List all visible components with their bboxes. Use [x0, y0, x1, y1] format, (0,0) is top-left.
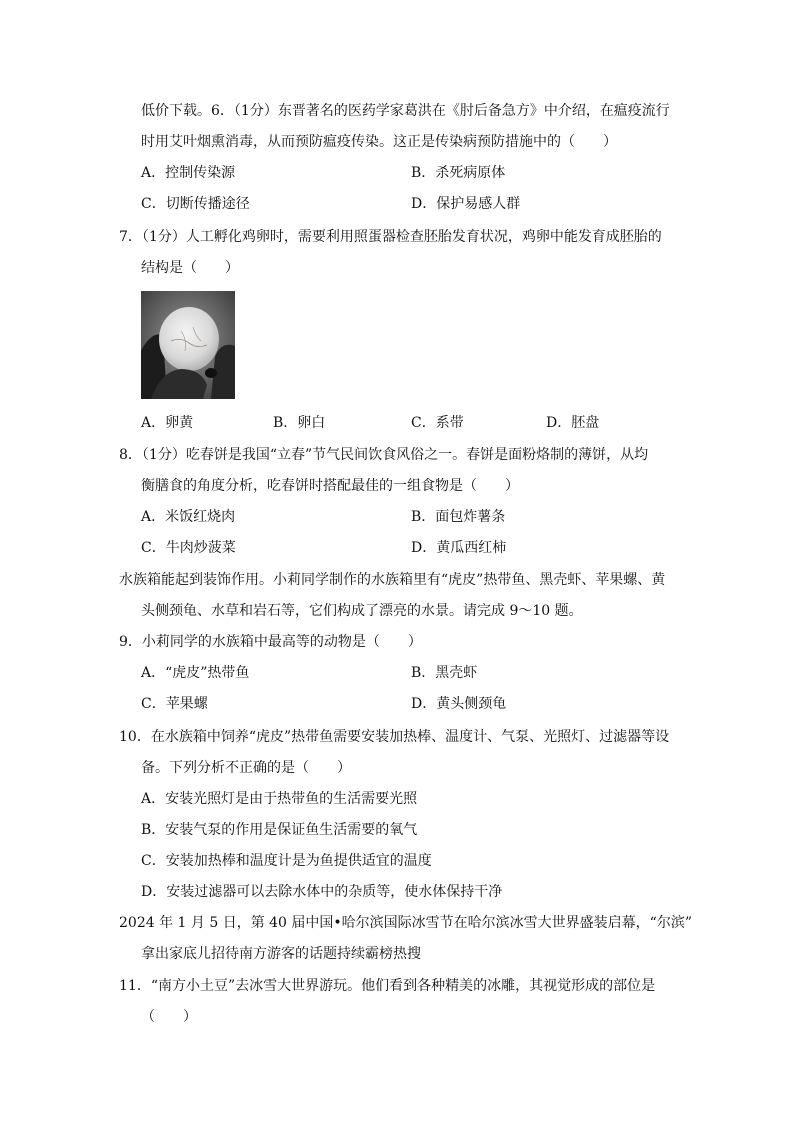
q7-option-a: A．卵黄: [141, 415, 194, 431]
q8-option-b: B．面包炸薯条: [411, 509, 506, 525]
q7-option-d: D．胚盘: [546, 415, 600, 431]
q9-option-d: D．黄头侧颈龟: [411, 696, 507, 712]
q6-stem-line-1: 低价下载。6．（1分）东晋著名的医药学家葛洪在《肘后备急方》中介绍，在瘟疫流行: [141, 103, 670, 119]
passage-ice-festival-line-1: 2024 年 1 月 5 日，第 40 届中国•哈尔滨国际冰雪节在哈尔滨冰雪大世界盛装启幕，“尔滨”: [119, 915, 692, 931]
egg-candling-photo: [141, 291, 235, 399]
q11-stem-line-2: （ ）: [141, 1009, 197, 1025]
q6-stem-line-2: 时用艾叶烟熏消毒，从而预防瘟疫传染。这正是传染病预防措施中的（ ）: [141, 134, 617, 150]
q6-option-b: B．杀死病原体: [411, 165, 506, 181]
q9-stem: 9．小莉同学的水族箱中最高等的动物是（ ）: [119, 634, 422, 650]
passage-aquarium-line-2: 头侧颈龟、水草和岩石等，它们构成了漂亮的水景。请完成 9～10 题。: [141, 603, 583, 619]
passage-aquarium-line-1: 水族箱能起到装饰作用。小莉同学制作的水族箱里有“虎皮”热带鱼、黑壳虾、苹果螺、黄: [119, 572, 666, 588]
q11-stem-line-1: 11．“南方小土豆”去冰雪大世界游玩。他们看到各种精美的冰雕，其视觉形成的部位是: [119, 978, 656, 994]
q10-option-a: A．安装光照灯是由于热带鱼的生活需要光照: [141, 791, 418, 807]
q10-option-d: D．安装过滤器可以去除水体中的杂质等，使水体保持干净: [141, 884, 503, 900]
q6-option-a: A．控制传染源: [141, 165, 236, 181]
q6-option-d: D．保护易感人群: [411, 196, 521, 212]
q8-stem-line-1: 8．（1分）吃春饼是我国“立春”节气民间饮食风俗之一。春饼是面粉烙制的薄饼，从均: [119, 447, 649, 463]
q8-stem-line-2: 衡膳食的角度分析，吃春饼时搭配最佳的一组食物是（ ）: [141, 478, 519, 494]
q7-stem-line-2: 结构是（ ）: [141, 260, 239, 276]
q10-stem-line-2: 备。下列分析不正确的是（ ）: [141, 760, 351, 776]
q9-option-a: A．“虎皮”热带鱼: [141, 665, 250, 681]
q7-option-c: C．系带: [411, 415, 464, 431]
q8-option-d: D．黄瓜西红柿: [411, 540, 507, 556]
q8-option-c: C．牛肉炒菠菜: [141, 540, 236, 556]
q9-option-b: B．黑壳虾: [411, 665, 478, 681]
q9-option-c: C．苹果螺: [141, 696, 208, 712]
q10-option-c: C．安装加热棒和温度计是为鱼提供适宜的温度: [141, 853, 432, 869]
q7-stem-line-1: 7．（1分）人工孵化鸡卵时，需要利用照蛋器检查胚胎发育状况，鸡卵中能发育成胚胎的: [119, 229, 662, 245]
q7-option-b: B．卵白: [273, 415, 326, 431]
q8-option-a: A．米饭红烧肉: [141, 509, 236, 525]
q10-option-b: B．安装气泵的作用是保证鱼生活需要的氧气: [141, 822, 418, 838]
q10-stem-line-1: 10．在水族箱中饲养“虎皮”热带鱼需要安装加热棒、温度计、气泵、光照灯、过滤器等设: [119, 729, 670, 745]
q6-option-c: C．切断传播途径: [141, 196, 250, 212]
passage-ice-festival-line-2: 拿出家底儿招待南方游客的话题持续霸榜热搜: [141, 946, 421, 962]
